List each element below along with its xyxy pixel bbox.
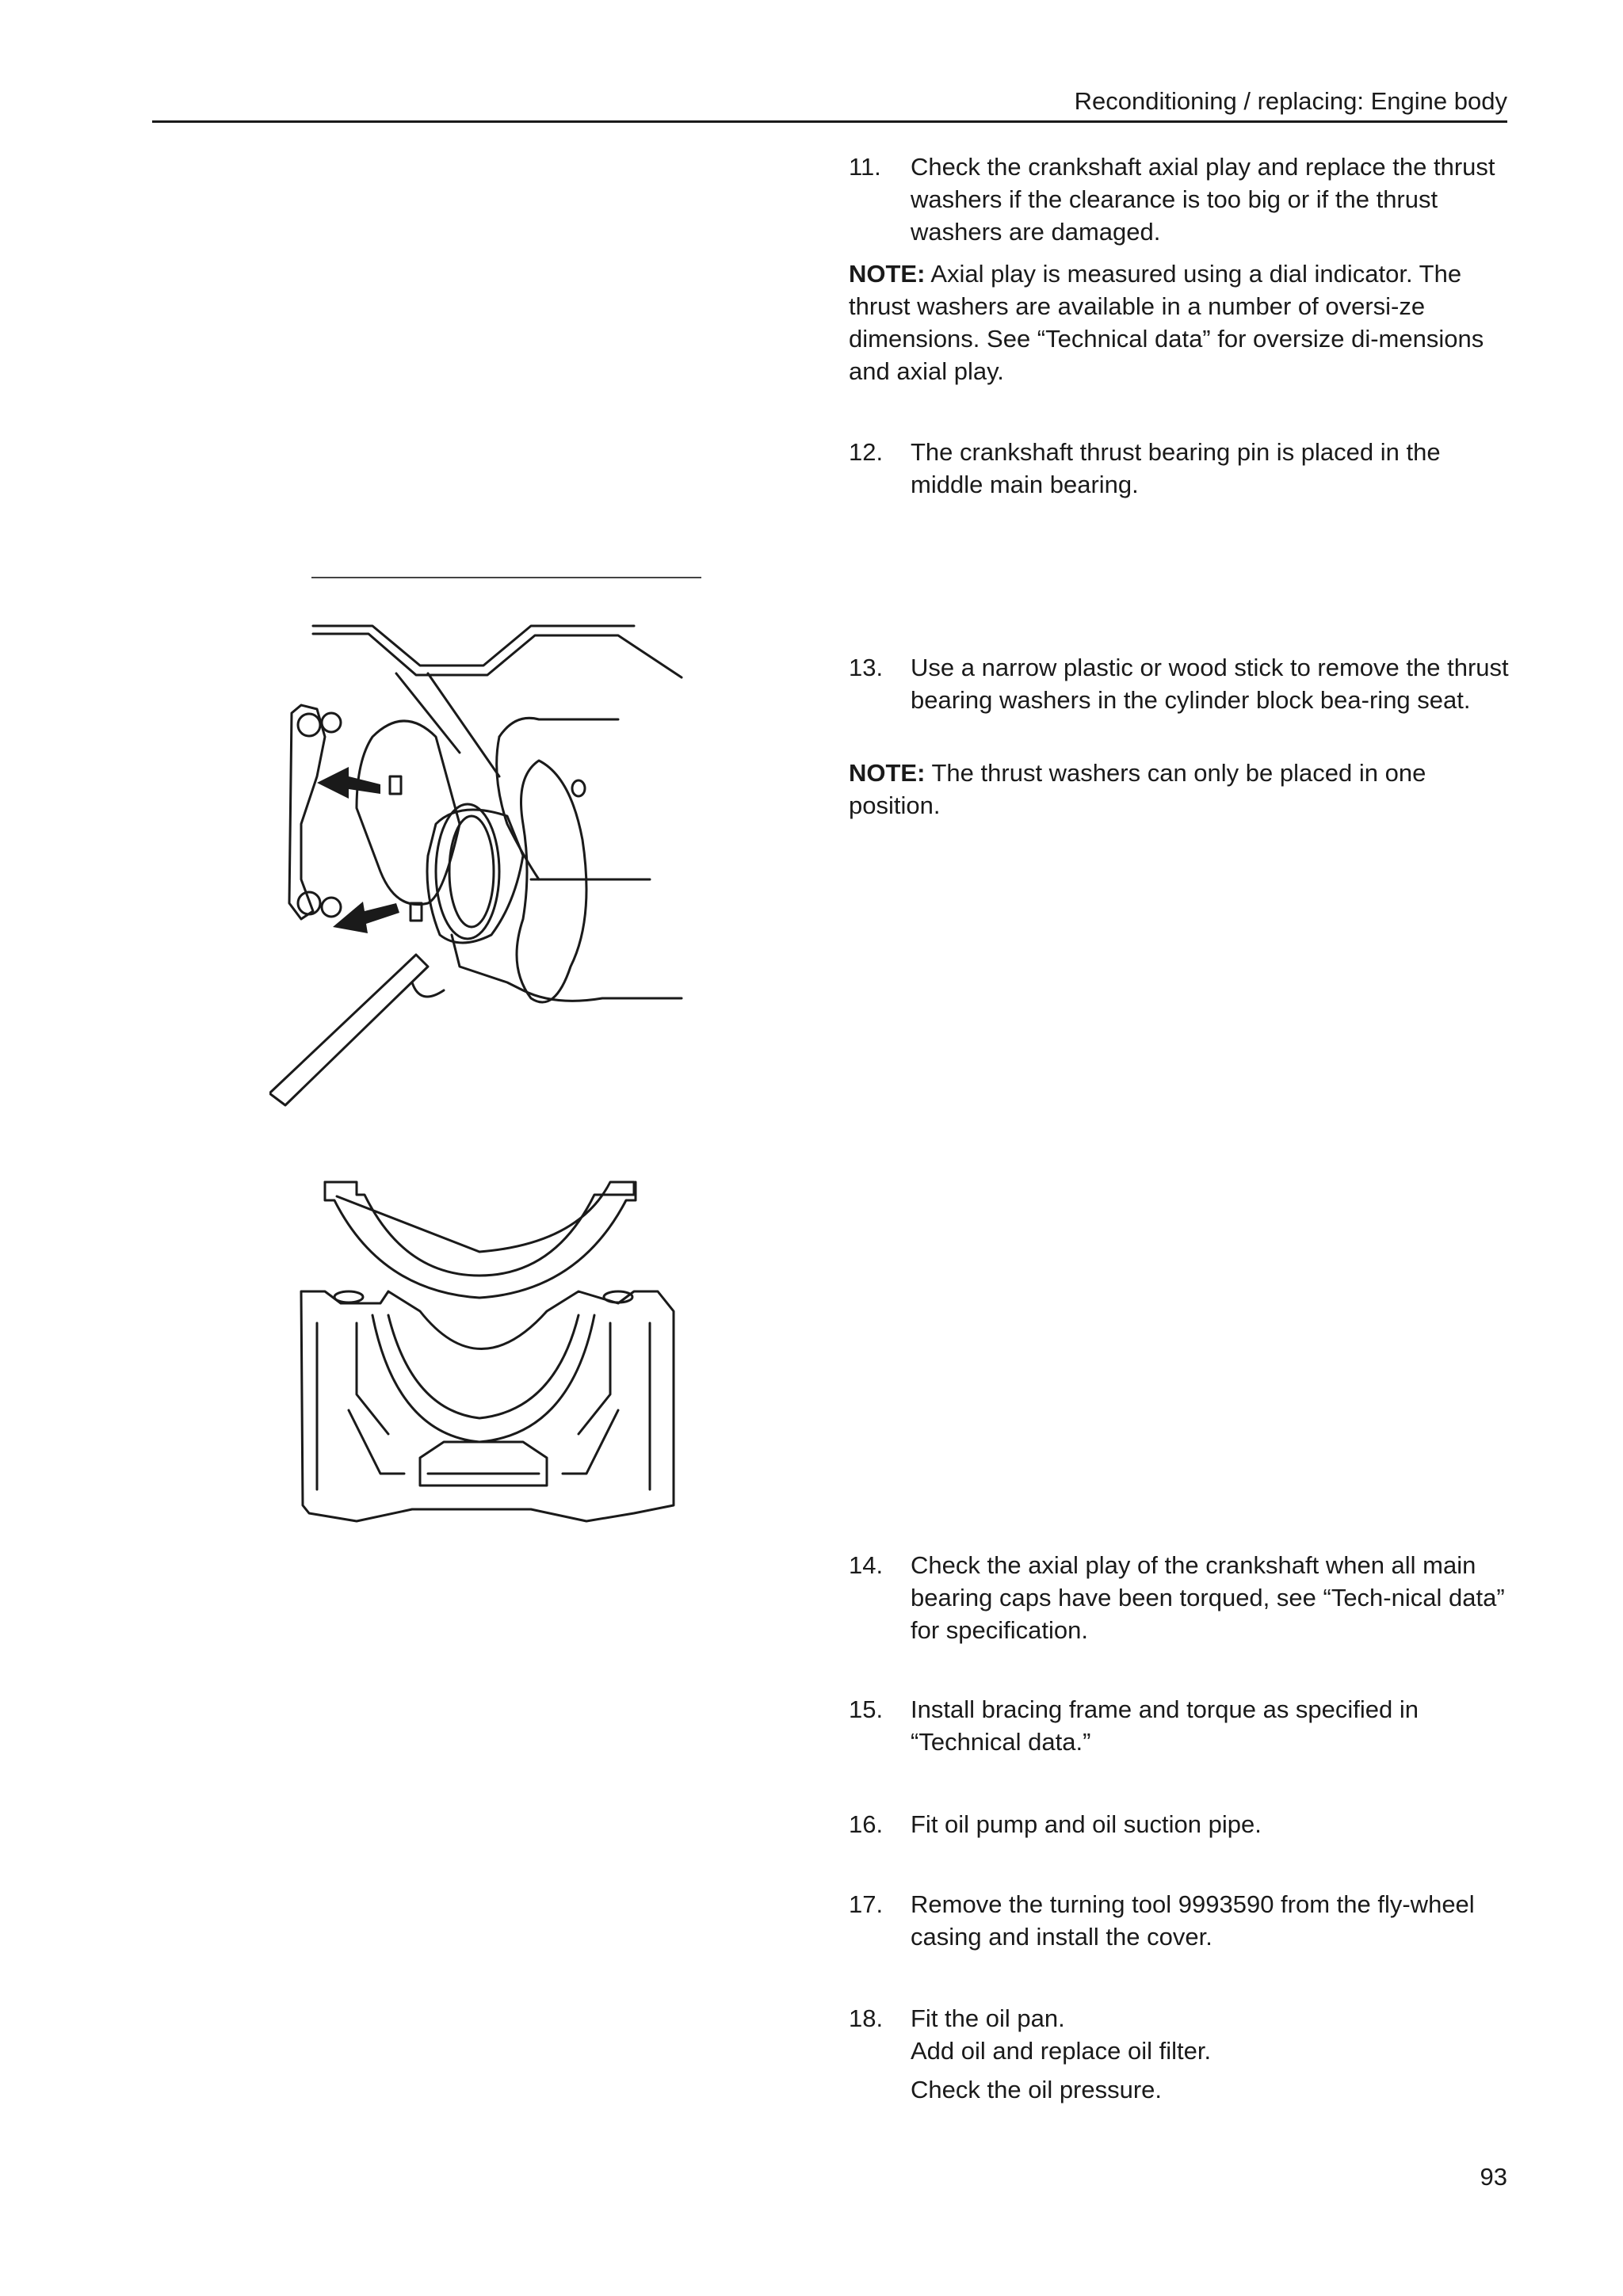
crankshaft-illustration [269,618,689,1149]
note-thrust-washers [849,757,1514,822]
step-17 [849,1888,1514,1953]
step-number: 12. [849,438,884,466]
step-text: Check the crankshaft axial play and replace the thrust washers if the clearance is too big or if the thrust washers are damaged. [911,153,1495,246]
step-13 [849,651,1514,716]
step-text: The crankshaft thrust bearing pin is placed in the middle main bearing. [911,438,1441,498]
note-label: NOTE: [849,260,926,288]
step-text: Fit the oil pan. [911,2004,1065,2032]
header-rule [152,120,1507,123]
step-text: Install bracing frame and torque as specified in “Technical data.” [911,1695,1419,1756]
step-12 [849,436,1514,501]
thrust-washer-bearing-cap-illustration [293,1173,689,1529]
step-15 [849,1693,1514,1758]
running-header: Reconditioning / replacing: Engine body [1074,87,1507,115]
step-text: Check the oil pressure. [911,2076,1163,2103]
step-11 [849,151,1514,248]
step-18 [849,2002,1514,2106]
step-number: 17. [849,1890,884,1918]
note-text: The thrust washers can only be placed in one position. [849,759,1426,819]
step-number: 16. [849,1810,884,1838]
step-number: 15. [849,1695,884,1723]
step-text: Remove the turning tool 9993590 from the fly-wheel casing and install the cover. [911,1890,1475,1951]
note-label: NOTE: [849,759,926,787]
step-number: 11. [849,153,881,181]
step-16 [849,1808,1514,1840]
step-text: Use a narrow plastic or wood stick to remove the thrust bearing washers in the cylinder block bea-ring seat. [911,654,1509,714]
step-number: 13. [849,654,884,681]
page-number: 93 [1480,2163,1507,2191]
step-number: 14. [849,1551,884,1579]
step-text: Fit oil pump and oil suction pipe. [911,1810,1262,1838]
step-number: 18. [849,2004,884,2032]
figure-divider [311,577,701,578]
note-axial-play [849,257,1514,387]
step-text: Check the axial play of the crankshaft when all main bearing caps have been torqued, see “Tech-nical data” for specification. [911,1551,1505,1644]
step-text: Add oil and replace oil filter. [911,2037,1212,2065]
step-14 [849,1549,1514,1646]
note-text: Axial play is measured using a dial indicator. The thrust washers are available in a number of oversi-ze dimensions. See “Technical data” for oversize di-mensions and axial play. [849,260,1484,385]
